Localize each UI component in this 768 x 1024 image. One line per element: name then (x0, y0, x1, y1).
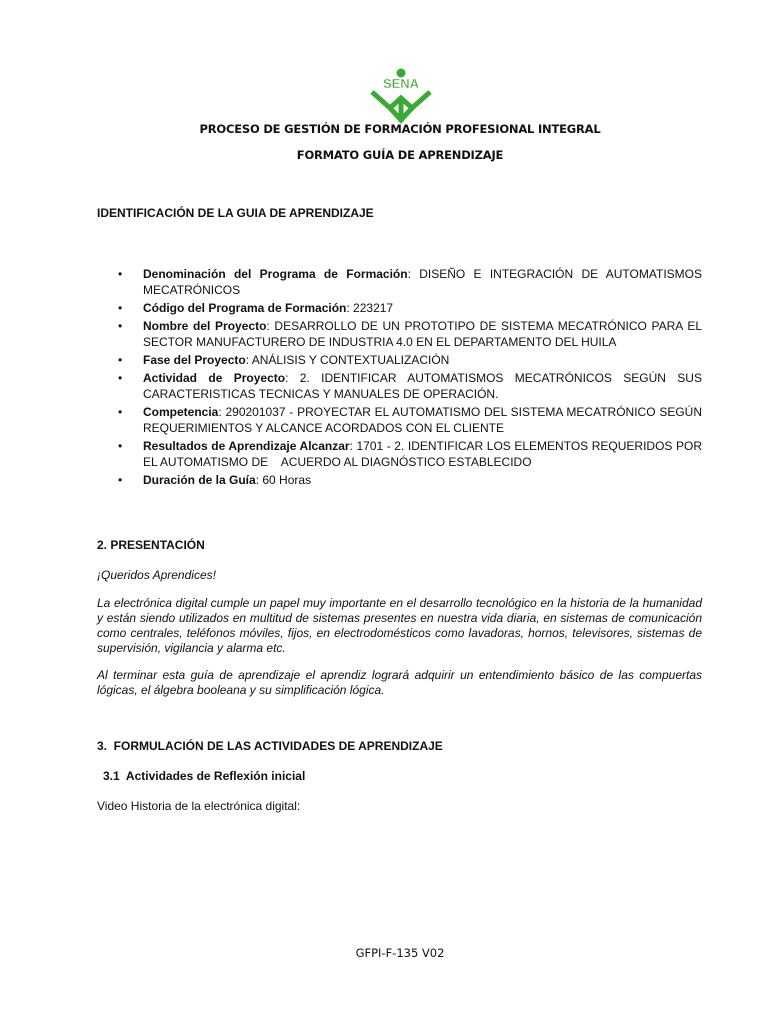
activities-heading: 3. FORMULACIÓN DE LAS ACTIVIDADES DE APRENDIZAJE (97, 739, 443, 753)
list-item (118, 370, 702, 402)
item-label: Actividad de Proyecto (143, 371, 286, 385)
list-item (118, 472, 702, 488)
item-label: Resultados de Aprendizaje Alcanzar (143, 439, 350, 453)
item-label: Nombre del Proyecto (143, 319, 267, 333)
video-caption: Video Historia de la electrónica digital: (97, 799, 301, 813)
list-item (118, 318, 702, 350)
footer-code: GFPI-F-135 V02 (355, 946, 445, 960)
item-value: : ANÁLISIS Y CONTEXTUALIZACIÓN (245, 353, 450, 367)
item-label: Denominación del Programa de Formación (143, 267, 408, 281)
presentation-heading: 2. PRESENTACIÓN (97, 538, 205, 552)
process-title: PROCESO DE GESTIÓN DE FORMACIÓN PROFESIONAL INTEGRAL (199, 122, 601, 136)
list-item (118, 438, 706, 470)
activities-subheading: 3.1 Actividades de Reflexión inicial (103, 769, 306, 783)
item-value: : DESARROLLO DE UN PROTOTIPO DE SISTEMA MECATRÓNICO PARA EL SECTOR MANUFACTURERO DE INDUSTRIA 4.0 EN EL DEPARTAMENTO DEL HUILA (143, 319, 702, 349)
list-item (118, 300, 702, 316)
item-value: : 290201037 - PROYECTAR EL AUTOMATISMO DEL SISTEMA MECATRÓNICO SEGÚN REQUERIMIENTOS Y ALCANCE ACORDADOS CON EL CLIENTE (143, 405, 702, 435)
intro-paragraph: La electrónica digital cumple un papel muy importante en el desarrollo tecnológico en la historia de la humanidad y están siendo utilizados en multitud de sistemas presentes en nuestra vida diaria, en sistemas de comunicación como centrales, teléfonos móviles, fijos, en electrodomésticos como lavadoras, hornos, televisores, sistemas de supervisión, vigilancia y alarma etc. (97, 596, 702, 655)
item-label: Duración de la Guía (143, 473, 256, 487)
item-label: Fase del Proyecto (143, 353, 246, 367)
item-label: Competencia (143, 405, 219, 419)
identification-heading: IDENTIFICACIÓN DE LA GUIA DE APRENDIZAJE (97, 206, 374, 220)
list-item (118, 266, 702, 298)
list-item (118, 352, 702, 368)
logo-text: SENA (382, 76, 420, 91)
list-item (118, 404, 702, 436)
sena-logo (368, 68, 434, 124)
objective-paragraph: Al terminar esta guía de aprendizaje el aprendiz logrará adquirir un entendimiento básico de las compuertas lógicas, el álgebra booleana y su simplificación lógica. (97, 668, 702, 697)
greeting-text: ¡Queridos Aprendices! (97, 568, 216, 582)
item-value: : 60 Horas (255, 473, 312, 487)
item-value: : DISEÑO E INTEGRACIÓN DE AUTOMATISMOS MECATRÓNICOS (143, 267, 702, 297)
item-value: : 223217 (346, 301, 394, 315)
item-label: Código del Programa de Formación (143, 301, 347, 315)
item-value: : 1701 - 2. IDENTIFICAR LOS ELEMENTOS REQUERIDOS POR EL AUTOMATISMO DE ACUERDO AL DIAGNÓSTICO ESTABLECIDO (143, 439, 706, 469)
identification-list (118, 266, 706, 490)
format-title: FORMATO GUÍA DE APRENDIZAJE (296, 148, 504, 162)
item-value: : 2. IDENTIFICAR AUTOMATISMOS MECATRÓNICOS SEGÚN SUS CARACTERISTICAS TECNICAS Y MANUALES DE OPERACIÓN. (143, 371, 702, 401)
